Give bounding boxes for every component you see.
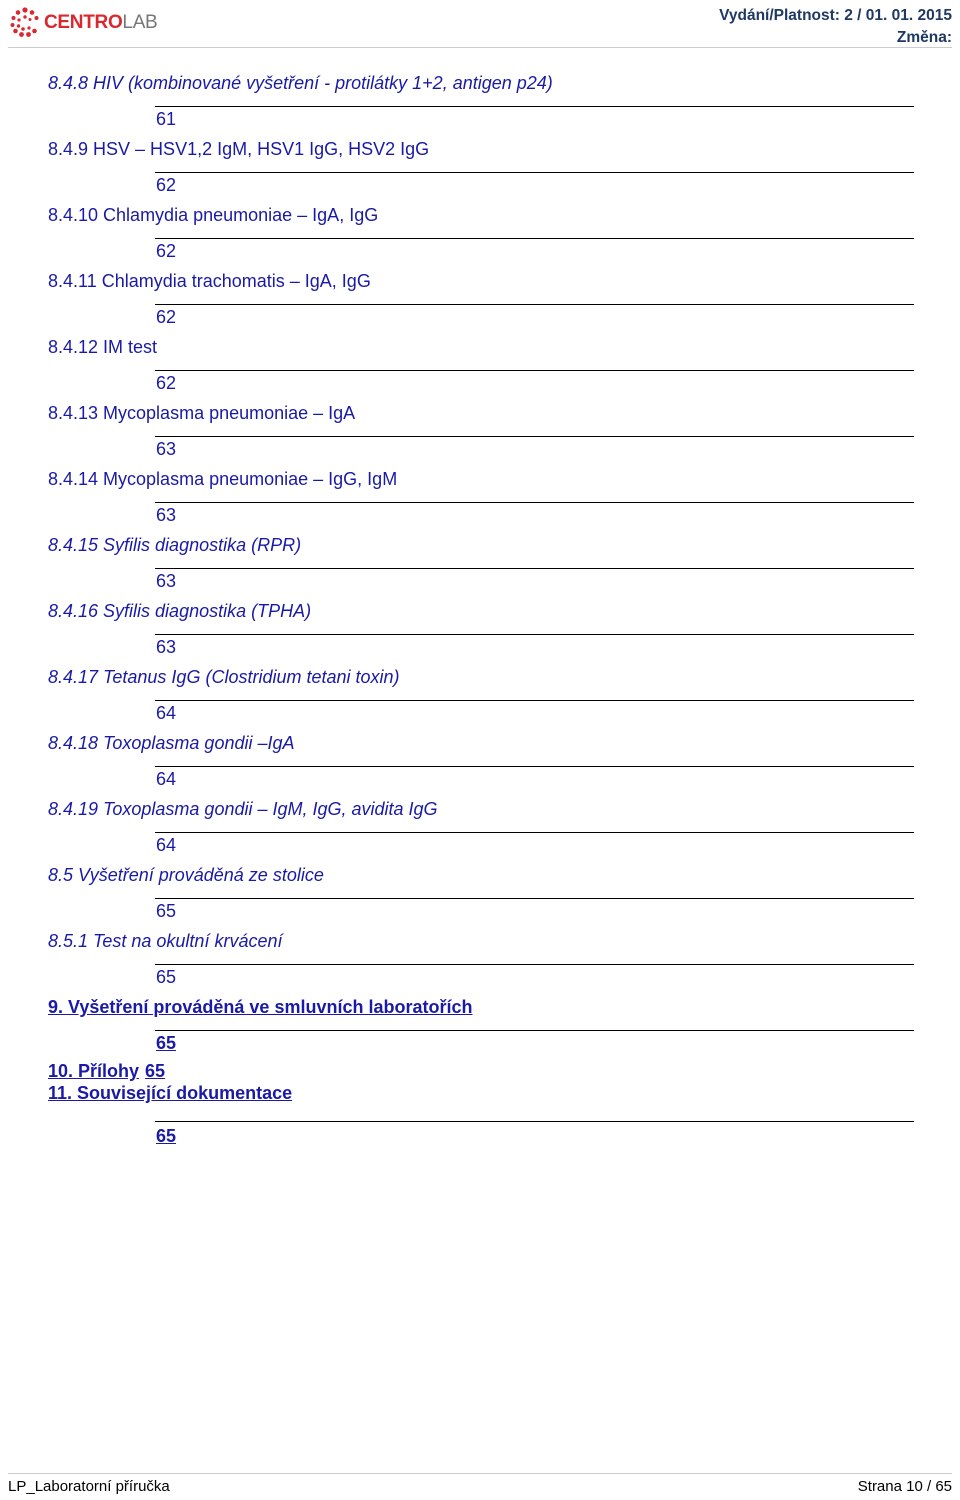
toc-entry-title[interactable]: 8.4.13 Mycoplasma pneumoniae – IgA: [48, 403, 356, 423]
toc-entry-10[interactable]: [48, 1060, 165, 1082]
toc-leader-rule: [155, 238, 914, 239]
toc-leader-rule: [155, 964, 914, 965]
toc-entry-page[interactable]: 64: [156, 769, 177, 789]
toc-entry-page[interactable]: 65: [145, 1061, 166, 1081]
issue-validity-line: Vydání/Platnost: 2 / 01. 01. 2015: [719, 7, 952, 24]
document-issue-info: [719, 5, 952, 49]
toc-entry-8-4-18[interactable]: [48, 732, 914, 798]
toc-leader-rule: [155, 1121, 914, 1122]
footer-divider: [8, 1473, 952, 1474]
toc-entry-page[interactable]: 62: [156, 175, 177, 195]
toc-entry-page[interactable]: 65: [156, 1126, 177, 1146]
toc-entry-8-4-16[interactable]: [48, 600, 914, 666]
toc-entry-title[interactable]: 8.4.11 Chlamydia trachomatis – IgA, IgG: [48, 271, 371, 291]
toc-entry-page[interactable]: 65: [156, 967, 177, 987]
toc-entry-title[interactable]: 8.5 Vyšetření prováděná ze stolice: [48, 865, 324, 885]
toc-leader-rule: [155, 568, 914, 569]
footer-page-number: Strana 10 / 65: [857, 1478, 952, 1495]
toc-entry-page[interactable]: 65: [156, 901, 177, 921]
footer-document-name: LP_Laboratorní příručka: [8, 1478, 170, 1495]
toc-entry-title[interactable]: 11. Související dokumentace: [48, 1083, 293, 1103]
toc-leader-rule: [155, 172, 914, 173]
header-divider: [8, 47, 952, 48]
toc-entry-8-4-12[interactable]: [48, 336, 914, 402]
toc-entry-title[interactable]: 8.4.19 Toxoplasma gondii – IgM, IgG, avidita IgG: [48, 799, 438, 819]
toc-entry-page[interactable]: 64: [156, 835, 177, 855]
toc-entry-title[interactable]: 8.5.1 Test na okultní krvácení: [48, 931, 283, 951]
toc-entry-title[interactable]: 8.4.14 Mycoplasma pneumoniae – IgG, IgM: [48, 469, 398, 489]
toc-entry-title[interactable]: 8.4.9 HSV – HSV1,2 IgM, HSV1 IgG, HSV2 IgG: [48, 139, 430, 159]
toc-entry-title[interactable]: 8.4.15 Syfilis diagnostika (RPR): [48, 535, 302, 555]
page-header: [0, 0, 960, 46]
toc-entry-8-4-17[interactable]: [48, 666, 914, 732]
toc-entry-title[interactable]: 8.4.12 IM test: [48, 337, 158, 357]
toc-entry-8-4-14[interactable]: [48, 468, 914, 534]
toc-entry-title[interactable]: 8.4.17 Tetanus IgG (Clostridium tetani toxin): [48, 667, 400, 687]
toc-entry-page[interactable]: 62: [156, 241, 177, 261]
toc-entry-title[interactable]: 9. Vyšetření prováděná ve smluvních laboratořích: [48, 997, 473, 1017]
toc-leader-rule: [155, 1030, 914, 1031]
toc-leader-rule: [155, 898, 914, 899]
logo-wordmark-lab: LAB: [122, 11, 158, 33]
toc-entry-title[interactable]: 8.4.18 Toxoplasma gondii –IgA: [48, 733, 295, 753]
toc-entry-8-5[interactable]: [48, 864, 914, 930]
logo-wordmark: [44, 13, 157, 32]
toc-entry-page[interactable]: 62: [156, 373, 177, 393]
toc-entry-title[interactable]: 8.4.8 HIV (kombinované vyšetření - protilátky 1+2, antigen p24): [48, 73, 553, 93]
toc-leader-rule: [155, 832, 914, 833]
logo-wordmark-centro: CENTRO: [44, 11, 123, 33]
toc-entry-page[interactable]: 61: [156, 109, 177, 129]
toc-entry-page[interactable]: 63: [156, 439, 177, 459]
toc-leader-rule: [155, 304, 914, 305]
toc-entry-8-4-9[interactable]: [48, 138, 914, 204]
toc-entry-page[interactable]: 63: [156, 637, 177, 657]
change-line: Změna:: [896, 29, 952, 46]
toc-entry-9[interactable]: [48, 996, 914, 1062]
toc-entry-page[interactable]: 65: [156, 1033, 177, 1053]
toc-entry-11[interactable]: [48, 1082, 914, 1148]
toc-entry-page[interactable]: 62: [156, 307, 177, 327]
toc-entry-8-5-1[interactable]: [48, 930, 914, 996]
toc-entry-8-4-13[interactable]: [48, 402, 914, 468]
toc-leader-rule: [155, 700, 914, 701]
toc-entry-8-4-10[interactable]: [48, 204, 914, 270]
toc-leader-rule: [155, 370, 914, 371]
toc-leader-rule: [155, 502, 914, 503]
centrolab-logo-icon: [8, 5, 42, 39]
toc-entry-page[interactable]: 64: [156, 703, 177, 723]
toc-entry-title[interactable]: 8.4.16 Syfilis diagnostika (TPHA): [48, 601, 312, 621]
toc-entry-page[interactable]: 63: [156, 505, 177, 525]
toc-leader-rule: [155, 106, 914, 107]
toc-leader-rule: [155, 436, 914, 437]
toc-entry-8-4-15[interactable]: [48, 534, 914, 600]
toc-entry-page[interactable]: 63: [156, 571, 177, 591]
toc-entry-title[interactable]: 8.4.10 Chlamydia pneumoniae – IgA, IgG: [48, 205, 379, 225]
toc-entry-8-4-8[interactable]: [48, 72, 914, 138]
centrolab-logo: [8, 4, 157, 40]
toc-leader-rule: [155, 766, 914, 767]
toc-entry-8-4-19[interactable]: [48, 798, 914, 864]
toc-leader-rule: [155, 634, 914, 635]
toc-entry-8-4-11[interactable]: [48, 270, 914, 336]
toc-entry-title[interactable]: 10. Přílohy: [48, 1061, 140, 1081]
